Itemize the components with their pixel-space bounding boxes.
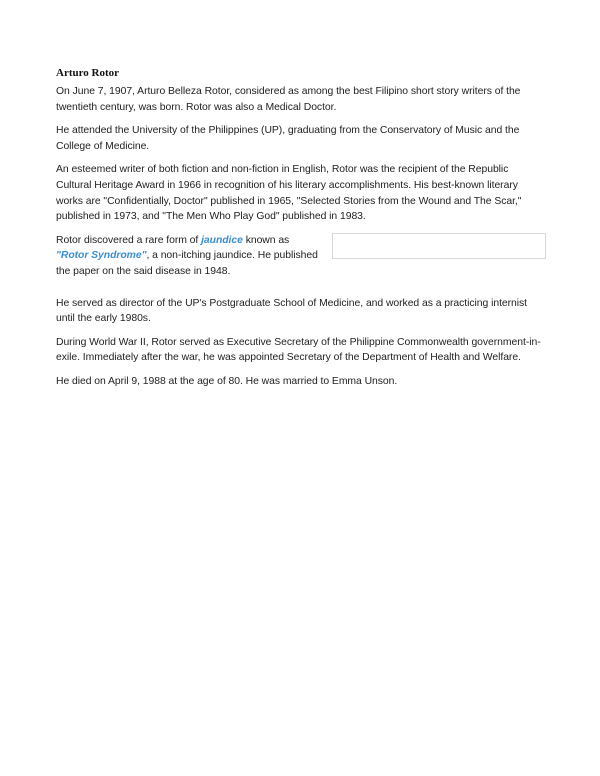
paragraph-syndrome-block: [56, 233, 546, 288]
syndrome-text-middle: known as: [242, 234, 290, 246]
paragraph-career: He served as director of the UP's Postgraduate School of Medicine, and worked as a practicing internist until the early 1980s.: [56, 297, 528, 325]
embedded-media-placeholder: [332, 233, 546, 259]
article: [56, 66, 546, 398]
jaundice-link[interactable]: jaundice: [201, 234, 243, 246]
paragraph-war: During World War II, Rotor served as Executive Secretary of the Philippine Commonwealth government-in-exile. Immediately after the war, he was appointed Secretary of the Department of Health and Welfare.: [56, 336, 541, 364]
syndrome-text-start: Rotor discovered a rare form of: [56, 234, 202, 246]
paragraph-awards: An esteemed writer of both fiction and non-fiction in English, Rotor was the recipient of the Republic Cultural Heritage Award in 1966 in recognition of his literary accomplishments. His best-known literary works are "Confidentially, Doctor" published in 1965, "Selected Stories from the Wound and The Scar," published in 1973, and "The Men Who Play God" published in 1983.: [56, 164, 522, 223]
rotor-syndrome-link[interactable]: "Rotor Syndrome": [56, 250, 147, 262]
paragraph-birth: On June 7, 1907, Arturo Belleza Rotor, considered as among the best Filipino short story writers of the twentieth century, was born. Rotor was also a Medical Doctor.: [56, 86, 521, 113]
paragraph-education: He attended the University of the Philippines (UP), graduating from the Conservatory of Music and the College of Medicine.: [56, 125, 520, 152]
syndrome-text-end: , a non-itching jaundice. He published the paper on the said disease in 1948.: [56, 250, 318, 277]
paragraph-death: He died on April 9, 1988 at the age of 80. He was married to Emma Unson.: [56, 375, 398, 387]
article-title: Arturo Rotor: [56, 67, 120, 79]
